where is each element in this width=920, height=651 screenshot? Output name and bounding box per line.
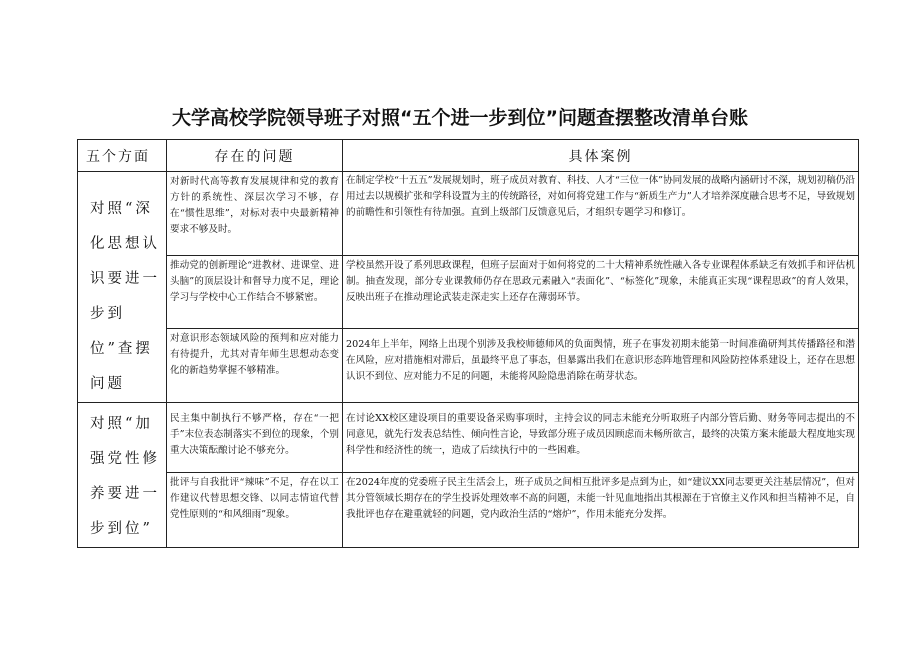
case-cell: 学校虽然开设了系列思政课程，但班子层面对于如何将党的二十大精神系统性融入各专业课程体系缺乏有效抓手和评估机制。抽查发现，部分专业课教师仍存在思政元素融入“表面化”、“标签化”现象，未能真正实现“课程思政”的育人效果，反映出班子在推动理论武装走深走实上还存在薄弱环节。 <box>343 256 859 329</box>
table-row <box>78 256 859 329</box>
header-problem: 存在的问题 <box>167 140 343 172</box>
case-cell: 在讨论XX校区建设项目的重要设备采购事项时，主持会议的同志未能充分听取班子内部分管后勤、财务等同志提出的不同意见，就先行发表总结性、倾向性言论，导致部分班子成员因顾虑而未畅所欲言，最终的决策方案未能最大程度地实现科学性和经济性的统一，造成了后续执行中的一些困难。 <box>343 403 859 473</box>
aspect-cell-1: 对照“深化思想认识要进一步到位”查摆问题 <box>78 172 167 403</box>
problem-cell: 批评与自我批评“辣味”不足，存在以工作建议代替思想交锋、以同志情谊代替党性原则的“和风细雨”现象。 <box>167 472 343 547</box>
header-aspect: 五个方面 <box>78 140 167 172</box>
header-case: 具体案例 <box>343 140 859 172</box>
table-row <box>78 472 859 547</box>
table-header-row <box>78 140 859 172</box>
problem-cell: 对意识形态领域风险的预判和应对能力有待提升，尤其对青年师生思想动态变化的新趋势掌握不够精准。 <box>167 329 343 403</box>
problem-cell: 推动党的创新理论“进教材、进课堂、进头脑”的顶层设计和督导力度不足，理论学习与学校中心工作结合不够紧密。 <box>167 256 343 329</box>
case-cell: 在制定学校“十五五”发展规划时，班子成员对教育、科技、人才“三位一体”协同发展的战略内涵研讨不深，规划初稿仍沿用过去以规模扩张和学科设置为主的传统路径，对如何将党建工作与“新质生产力”人才培养深度融合思考不足，导致规划的前瞻性和引领性有待加强。直到上级部门反馈意见后，才组织专题学习和修订。 <box>343 172 859 256</box>
table-row <box>78 329 859 403</box>
table-row <box>78 172 859 256</box>
problem-cell: 对新时代高等教育发展规律和党的教育方针的系统性、深层次学习不够，存在“惯性思维”，对标对表中央最新精神要求不够及时。 <box>167 172 343 256</box>
case-cell: 2024年上半年，网络上出现个别涉及我校师德师风的负面舆情，班子在事发初期未能第一时间准确研判其传播路径和潜在风险，应对措施相对滞后，虽最终平息了事态，但暴露出我们在意识形态阵地管理和风险防控体系建设上，还存在思想认识不到位、应对能力不足的问题，未能将风险隐患消除在萌芽状态。 <box>343 329 859 403</box>
page-title: 大学高校学院领导班子对照“五个进一步到位”问题查摆整改清单台账 <box>172 107 748 129</box>
problem-cell: 民主集中制执行不够严格，存在“一把手”末位表态制落实不到位的现象，个别重大决策酝酿讨论不够充分。 <box>167 403 343 473</box>
table-row <box>78 403 859 473</box>
aspect-cell-2: 对照“加强党性修养要进一步到位” <box>78 403 167 548</box>
problem-table <box>77 139 859 548</box>
case-cell: 在2024年度的党委班子民主生活会上，班子成员之间相互批评多是点到为止，如“建议XX同志要更关注基层情况”，但对其分管领域长期存在的学生投诉处理效率不高的问题，未能一针见血地指出其根源在于官僚主义作风和担当精神不足，自我批评也存在避重就轻的问题，党内政治生活的“熔炉”，作用未能充分发挥。 <box>343 472 859 547</box>
